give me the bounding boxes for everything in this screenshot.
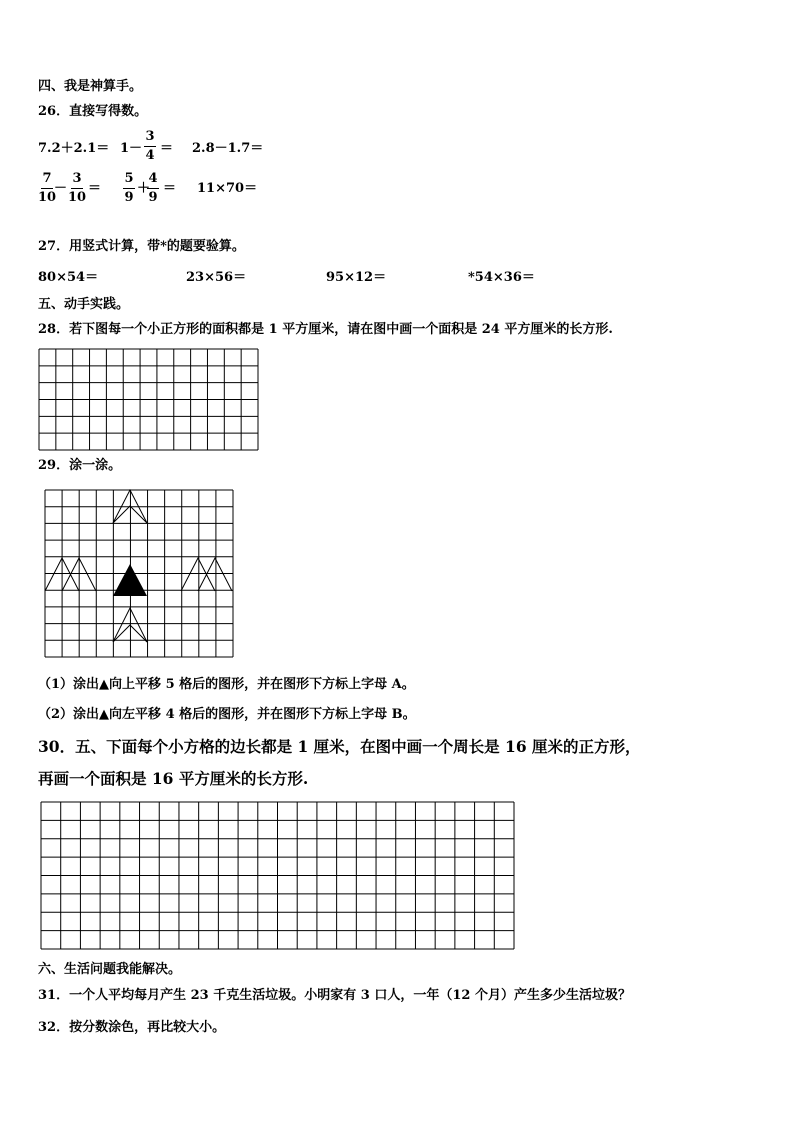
equals-sign: ＝ — [160, 141, 174, 156]
calc-7.2-plus-2.1: 7.2＋2.1＝ — [38, 141, 110, 156]
question-32-label: 32．按分数涂色，再比较大小。 — [38, 1020, 226, 1035]
fraction-three-tenths: 3 10 — [68, 171, 87, 205]
section-six-title: 六、生活问题我能解决。 — [38, 962, 182, 977]
fraction-five-ninths: 5 9 — [124, 171, 134, 205]
section-five-title: 五、动手实践。 — [38, 297, 130, 312]
calc-54-times-36: *54×36＝ — [468, 270, 535, 285]
question-31-label: 31．一个人平均每月产生 23 千克生活垃圾。小明家有 3 口人，一年（12 个月）产生多少生活垃圾？ — [38, 988, 631, 1003]
grid-28[interactable] — [39, 349, 259, 451]
calc-80-times-54: 80×54＝ — [38, 270, 99, 285]
equals-sign: ＝ — [88, 181, 102, 196]
calc-2.8-minus-1.7: 2.8－1.7＝ — [192, 141, 264, 156]
question-29-sub2: （2）涂出▲向左平移 4 格后的图形，并在图形下方标上字母 B。 — [38, 707, 416, 722]
question-28-label: 28．若下图每一个小正方形的面积都是 1 平方厘米，请在图中画一个面积是 24 平方厘米的长方形. — [38, 322, 613, 337]
grid-30[interactable] — [41, 802, 515, 950]
question-29-sub1: （1）涂出▲向上平移 5 格后的图形，并在图形下方标上字母 A。 — [38, 677, 415, 692]
grid-30-lines — [41, 802, 514, 949]
question-30-line2: 再画一个面积是 16 平方厘米的长方形. — [38, 769, 309, 788]
fraction-seven-tenths: 7 10 — [38, 171, 57, 205]
plus-sign: ＋ — [137, 181, 151, 196]
minus-sign: － — [54, 181, 68, 196]
calc-one-minus: 1－ — [120, 141, 143, 156]
question-26-label: 26．直接写得数。 — [38, 104, 148, 119]
question-29-label: 29．涂一涂。 — [38, 458, 122, 473]
calc-11-times-70: 11×70＝ — [197, 181, 258, 196]
question-27-label: 27．用竖式计算，带*的题要验算。 — [38, 239, 245, 254]
fraction-three-quarters: 3 4 — [145, 129, 155, 163]
section-four-title: 四、我是神算手。 — [38, 79, 143, 94]
equals-sign: ＝ — [163, 181, 177, 196]
calc-23-times-56: 23×56＝ — [186, 270, 247, 285]
outline-triangle-left — [45, 558, 96, 591]
calc-95-times-12: 95×12＝ — [326, 270, 387, 285]
grid-28-lines — [39, 349, 258, 450]
black-triangle — [113, 564, 147, 596]
fraction-four-ninths: 4 9 — [148, 171, 158, 205]
grid-29[interactable] — [45, 490, 235, 658]
outline-triangle-right — [181, 558, 232, 591]
question-30-line1: 30．五、下面每个小方格的边长都是 1 厘米，在图中画一个周长是 16 厘米的正方形， — [38, 737, 641, 756]
